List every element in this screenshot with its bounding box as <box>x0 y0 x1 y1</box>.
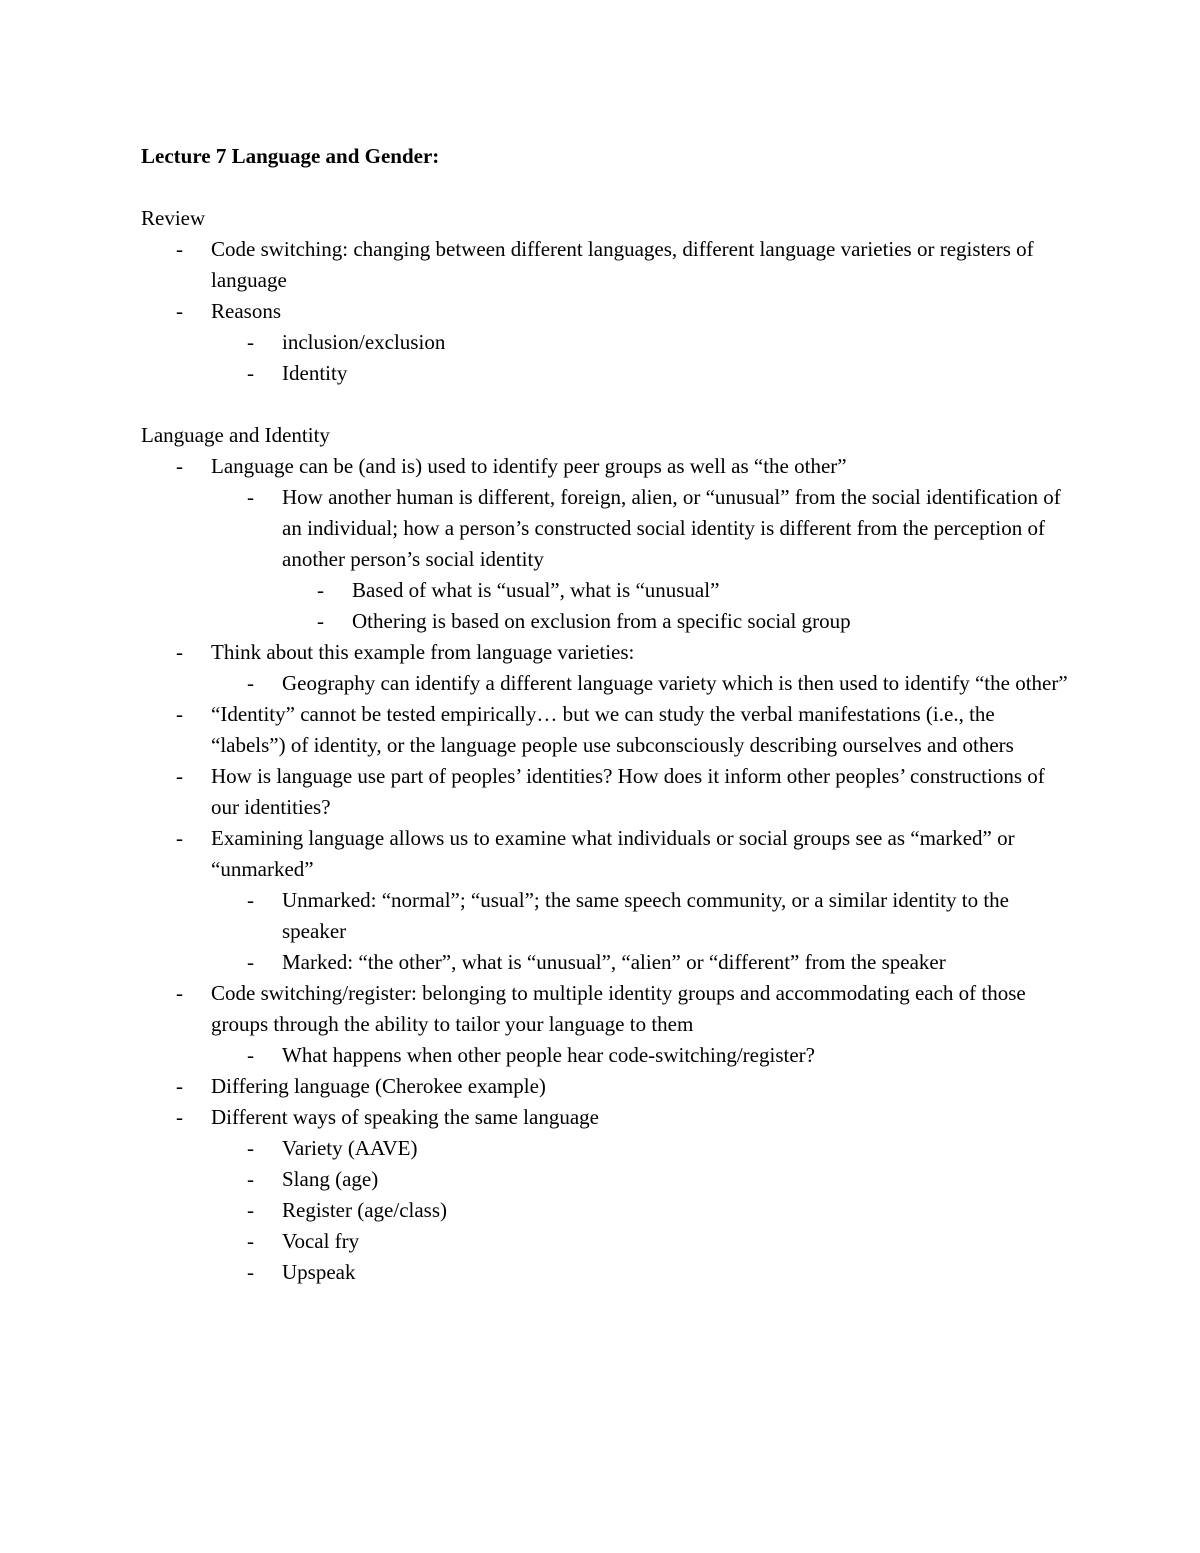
list-item <box>141 451 1071 482</box>
list-item-text: Language can be (and is) used to identify peer groups as well as “the other” <box>211 454 847 478</box>
list-item <box>141 327 1071 358</box>
bullet-list-level-1 <box>141 296 1071 327</box>
list-item-text: Examining language allows us to examine what individuals or social groups see as “marked” or “unmarked” <box>211 826 1015 881</box>
list-item-text: Think about this example from language varieties: <box>211 640 635 664</box>
dash-bullet-icon: - <box>247 330 254 354</box>
list-item <box>141 823 1071 885</box>
list-item-text: Different ways of speaking the same language <box>211 1105 599 1129</box>
dash-bullet-icon: - <box>176 826 183 850</box>
list-item-text: Unmarked: “normal”; “usual”; the same speech community, or a similar identity to the speaker <box>282 888 1010 943</box>
list-item-text: Code switching/register: belonging to multiple identity groups and accommodating each of those groups through the ability to tailor your language to them <box>211 981 1026 1036</box>
list-item-text: Vocal fry <box>282 1229 360 1253</box>
dash-bullet-icon: - <box>247 671 254 695</box>
list-item <box>141 1071 1071 1102</box>
bullet-list-level-2 <box>141 1195 1071 1226</box>
list-item-text: Marked: “the other”, what is “unusual”, “alien” or “different” from the speaker <box>282 950 946 974</box>
list-item-text: How another human is different, foreign, alien, or “unusual” from the social identification of an individual; how a person’s constructed social identity is different from the perception of another person’s social identity <box>282 485 1061 571</box>
bullet-list-level-2 <box>141 885 1071 947</box>
list-item <box>141 358 1071 389</box>
list-item <box>141 761 1071 823</box>
dash-bullet-icon: - <box>176 237 183 261</box>
list-item-text: Othering is based on exclusion from a specific social group <box>352 609 851 633</box>
list-item <box>141 482 1071 575</box>
list-item <box>141 1226 1071 1257</box>
bullet-list-level-2 <box>141 1164 1071 1195</box>
bullet-list-level-2 <box>141 1257 1071 1288</box>
bullet-list-level-2 <box>141 327 1071 358</box>
bullet-list-level-2 <box>141 1133 1071 1164</box>
bullet-list-level-2 <box>141 668 1071 699</box>
bullet-list-level-1 <box>141 761 1071 823</box>
bullet-list-level-2 <box>141 1040 1071 1071</box>
bullet-list-level-1 <box>141 823 1071 885</box>
bullet-list-level-1 <box>141 637 1071 668</box>
list-item <box>141 1257 1071 1288</box>
list-item <box>141 296 1071 327</box>
dash-bullet-icon: - <box>247 1136 254 1160</box>
list-item <box>141 699 1071 761</box>
dash-bullet-icon: - <box>247 1198 254 1222</box>
bullet-list-level-2 <box>141 358 1071 389</box>
document-sections <box>141 203 1071 1288</box>
list-item <box>141 668 1071 699</box>
list-item-text: Upspeak <box>282 1260 356 1284</box>
list-item <box>141 1195 1071 1226</box>
dash-bullet-icon: - <box>176 1074 183 1098</box>
dash-bullet-icon: - <box>247 485 254 509</box>
list-item <box>141 1164 1071 1195</box>
section-heading: Language and Identity <box>141 423 330 447</box>
document-content <box>141 141 1071 1288</box>
bullet-list-level-2 <box>141 947 1071 978</box>
list-item-text: Code switching: changing between different languages, different language varieties or registers of language <box>211 237 1034 292</box>
dash-bullet-icon: - <box>247 1043 254 1067</box>
list-item-text: inclusion/exclusion <box>282 330 446 354</box>
dash-bullet-icon: - <box>317 578 324 602</box>
list-item-text: Based of what is “usual”, what is “unusual” <box>352 578 720 602</box>
list-item <box>141 637 1071 668</box>
dash-bullet-icon: - <box>247 1167 254 1191</box>
list-item-text: What happens when other people hear code-switching/register? <box>282 1043 815 1067</box>
dash-bullet-icon: - <box>176 454 183 478</box>
dash-bullet-icon: - <box>176 1105 183 1129</box>
dash-bullet-icon: - <box>176 981 183 1005</box>
list-item <box>141 575 1071 606</box>
bullet-list-level-1 <box>141 699 1071 761</box>
list-item-text: Slang (age) <box>282 1167 379 1191</box>
dash-bullet-icon: - <box>317 609 324 633</box>
bullet-list-level-1 <box>141 234 1071 296</box>
list-item <box>141 606 1071 637</box>
bullet-list-level-1 <box>141 978 1071 1040</box>
list-item-text: Differing language (Cherokee example) <box>211 1074 546 1098</box>
bullet-list-level-2 <box>141 1226 1071 1257</box>
list-item-text: How is language use part of peoples’ identities? How does it inform other peoples’ constructions of our identities? <box>211 764 1045 819</box>
bullet-list-level-3 <box>141 606 1071 637</box>
list-item-text: Geography can identify a different language variety which is then used to identify “the other” <box>282 671 1068 695</box>
list-item <box>141 885 1071 947</box>
list-item <box>141 234 1071 296</box>
list-item <box>141 1102 1071 1133</box>
list-item-text: Variety (AAVE) <box>282 1136 418 1160</box>
dash-bullet-icon: - <box>247 1229 254 1253</box>
list-item-text: “Identity” cannot be tested empirically… but we can study the verbal manifestations (i.e., the “labels”) of identity, or the language people use subconsciously describing ourselves and others <box>211 702 1014 757</box>
dash-bullet-icon: - <box>247 1260 254 1284</box>
dash-bullet-icon: - <box>247 950 254 974</box>
dash-bullet-icon: - <box>176 702 183 726</box>
list-item-text: Reasons <box>211 299 281 323</box>
bullet-list-level-2 <box>141 482 1071 575</box>
bullet-list-level-1 <box>141 1102 1071 1133</box>
bullet-list-level-1 <box>141 451 1071 482</box>
dash-bullet-icon: - <box>176 764 183 788</box>
dash-bullet-icon: - <box>247 361 254 385</box>
list-item-text: Register (age/class) <box>282 1198 448 1222</box>
section-spacer <box>141 389 1071 420</box>
list-item <box>141 1040 1071 1071</box>
document-title: Lecture 7 Language and Gender: <box>141 144 440 168</box>
list-item <box>141 947 1071 978</box>
bullet-list-level-3 <box>141 575 1071 606</box>
dash-bullet-icon: - <box>247 888 254 912</box>
section-heading: Review <box>141 206 206 230</box>
list-item <box>141 978 1071 1040</box>
list-item <box>141 1133 1071 1164</box>
dash-bullet-icon: - <box>176 299 183 323</box>
dash-bullet-icon: - <box>176 640 183 664</box>
bullet-list-level-1 <box>141 1071 1071 1102</box>
list-item-text: Identity <box>282 361 348 385</box>
